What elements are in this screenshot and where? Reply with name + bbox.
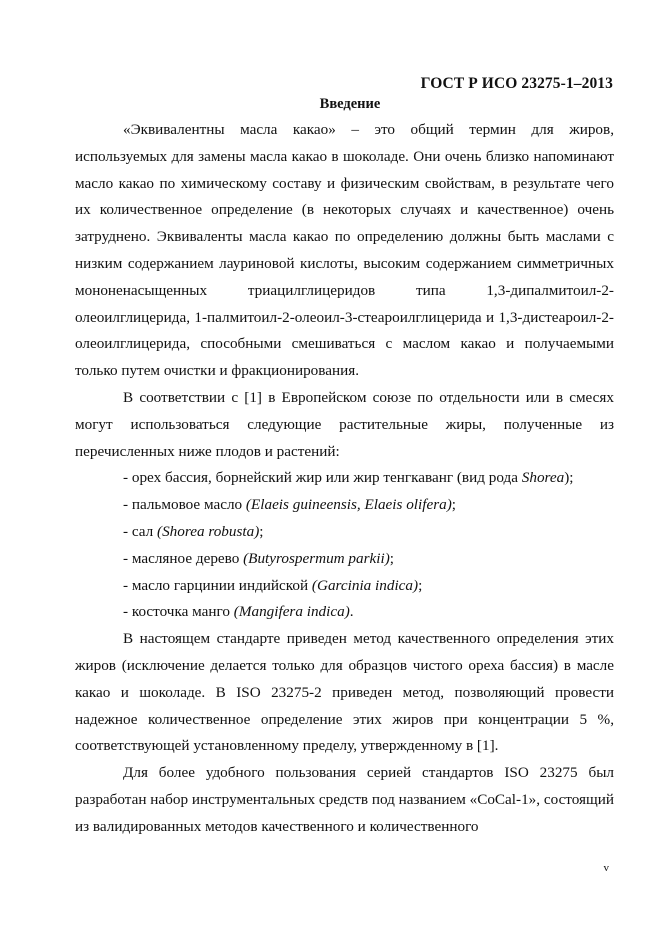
list-item-end: ; xyxy=(451,496,456,514)
page-number: v xyxy=(603,862,609,874)
document-body xyxy=(75,117,614,841)
list-item-text: - масло гарцинии индийской xyxy=(123,576,312,594)
list-item-text: - сал xyxy=(123,522,158,540)
list-item-end: ; xyxy=(259,522,264,540)
list-item-text: - масляное дерево xyxy=(123,549,244,567)
standard-code-header: ГОСТ Р ИСО 23275-1–2013 xyxy=(420,75,613,92)
paragraph-intro: «Эквивалентны масла какао» – это общий термин для жиров, используемых для замены масла какао в шоколаде. Они очень близко напоминают масло какао по химическому составу и физическим свойствам, в результате чего их количественное определение (в некоторых случаях и качественное) очень затруднено. Эквиваленты масла какао по определению должны быть маслами с низким содержанием лауриновой кислоты, высоким содержанием симметричных мононенасыщенных триацилглицеридов типа 1,3-дипалмитоил-2-олеоилглицерида, 1-палмитоил-2-олеоил-3-стеароилглицерида и 1,3-дистеароил-2-олеоилглицерида, способными смешиваться с маслом какао и получаемыми только путем очистки и фракционирования. xyxy=(75,121,614,380)
list-item-end: ; xyxy=(389,549,395,567)
list-item-end: ; xyxy=(418,576,423,594)
list-item-end: . xyxy=(349,603,354,621)
list-item-garcinia xyxy=(75,573,614,600)
list-item-latin: (Butyrospermum parkii) xyxy=(243,549,390,567)
paragraph-eu-regulation: В соответствии с [1] в Европейском союзе по отдельности или в смесях могут использоваться следующие растительные жиры, полученные из перечисленных ниже плодов и растений: xyxy=(75,388,614,460)
list-item-mango xyxy=(75,599,614,626)
list-item-latin: (Shorea robusta) xyxy=(157,522,260,540)
paragraph-method-scope: В настоящем стандарте приведен метод качественного определения этих жиров (исключение делается только для образцов чистого ореха бассия) в масле какао и шоколаде. В ISO 23275-2 приведен метод, позволяющий провести надежное количественное определение этих жиров при концентрации 5 %, соответствующей установленному пределу, утвержденному в [1]. xyxy=(75,630,614,755)
list-item-text: - орех бассия, борнейский жир или жир тенгкаванг (вид рода xyxy=(123,469,522,487)
list-item-sal xyxy=(75,519,614,546)
list-item-latin: (Elaeis guineensis, Elaeis olifera) xyxy=(245,496,452,514)
list-item-end: ); xyxy=(564,469,574,487)
list-item-latin: (Garcinia indica) xyxy=(311,576,419,594)
list-item-text: - пальмовое масло xyxy=(123,496,246,514)
section-title: Введение xyxy=(319,96,381,112)
list-item-latin: (Mangifera indica) xyxy=(233,603,350,621)
list-item-shea xyxy=(75,546,614,573)
list-item-text: - косточка манго xyxy=(123,603,234,621)
list-item-latin: Shorea xyxy=(521,469,565,487)
list-item-palm-oil xyxy=(75,492,614,519)
list-item-bassia xyxy=(75,465,614,492)
paragraph-cocal-toolkit: Для более удобного пользования серией стандартов ISO 23275 был разработан набор инструментальных средств под названием «CoCal-1», состоящий из валидированных методов качественного и количественного xyxy=(75,764,614,835)
